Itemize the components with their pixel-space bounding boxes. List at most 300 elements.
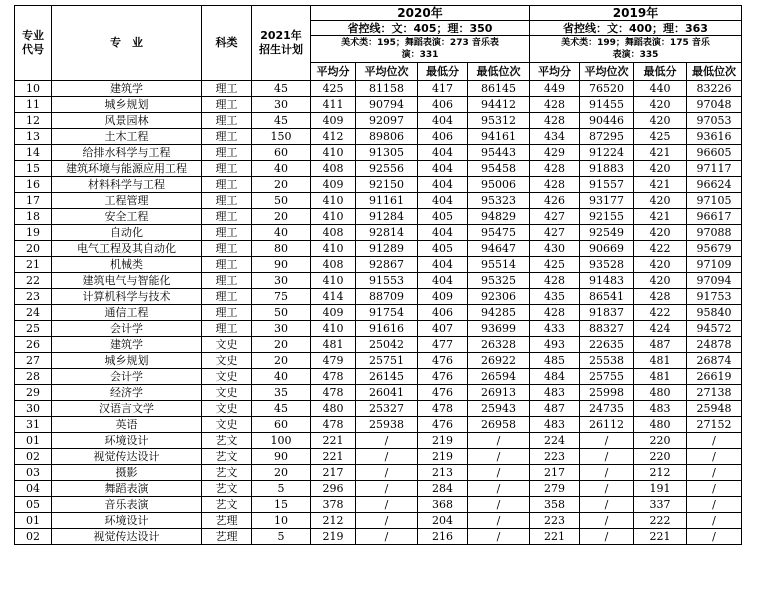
header-year-2019: 2019年 [530, 6, 742, 21]
cell-avg-rank-2019: 91837 [580, 305, 634, 321]
cell-min-2020: 213 [418, 465, 468, 481]
cell-min-rank-2019: 97053 [687, 113, 742, 129]
cell-min-2020: 216 [418, 529, 468, 545]
header-min-rank-2019: 最低位次 [687, 63, 742, 81]
cell-avg-2020: 425 [311, 81, 356, 97]
cell-min-rank-2019: 97048 [687, 97, 742, 113]
cell-category: 理工 [202, 209, 252, 225]
cell-plan: 5 [252, 529, 311, 545]
cell-avg-rank-2019: 90446 [580, 113, 634, 129]
table-row [15, 225, 742, 241]
cell-min-2019: 422 [634, 241, 687, 257]
cell-min-rank-2019: / [687, 481, 742, 497]
cell-min-2020: 404 [418, 113, 468, 129]
cell-major: 建筑环境与能源应用工程 [52, 161, 202, 177]
cell-avg-rank-2020: 92814 [356, 225, 418, 241]
cell-avg-2020: 221 [311, 449, 356, 465]
cell-avg-2019: 358 [530, 497, 580, 513]
cell-category: 理工 [202, 97, 252, 113]
cell-plan: 20 [252, 353, 311, 369]
cell-min-2019: 220 [634, 449, 687, 465]
header-min-2020: 最低分 [418, 63, 468, 81]
cell-avg-2020: 411 [311, 97, 356, 113]
cell-major: 视觉传达设计 [52, 449, 202, 465]
cell-major: 英语 [52, 417, 202, 433]
cell-avg-rank-2020: 25042 [356, 337, 418, 353]
cell-min-2020: 417 [418, 81, 468, 97]
cell-code: 29 [15, 385, 52, 401]
cell-min-rank-2020: 95443 [468, 145, 530, 161]
cell-code: 26 [15, 337, 52, 353]
header-category: 科类 [202, 6, 252, 81]
special-line-2019: 美术类：199；舞蹈表演：175 音乐表演：335 [530, 36, 742, 63]
cell-code: 16 [15, 177, 52, 193]
cell-avg-rank-2020: 25327 [356, 401, 418, 417]
cell-plan: 5 [252, 481, 311, 497]
table-row [15, 129, 742, 145]
cell-category: 理工 [202, 321, 252, 337]
cell-min-rank-2020: 26913 [468, 385, 530, 401]
cell-min-rank-2020: / [468, 513, 530, 529]
header-avg-2020: 平均分 [311, 63, 356, 81]
cell-major: 建筑学 [52, 81, 202, 97]
cell-category: 文史 [202, 417, 252, 433]
cell-min-rank-2019: 96605 [687, 145, 742, 161]
cell-min-2019: 487 [634, 337, 687, 353]
cell-min-2020: 406 [418, 129, 468, 145]
cell-min-rank-2020: 26328 [468, 337, 530, 353]
cell-plan: 45 [252, 401, 311, 417]
table-row [15, 497, 742, 513]
cell-avg-2019: 430 [530, 241, 580, 257]
cell-avg-rank-2019: 91455 [580, 97, 634, 113]
special-line-2020: 美术类：195；舞蹈表演：273 音乐表演：331 [311, 36, 530, 63]
cell-plan: 75 [252, 289, 311, 305]
cell-code: 15 [15, 161, 52, 177]
cell-min-rank-2020: 26958 [468, 417, 530, 433]
table-row [15, 305, 742, 321]
cell-avg-rank-2020: 26145 [356, 369, 418, 385]
cell-min-2020: 404 [418, 225, 468, 241]
cell-min-rank-2020: 86145 [468, 81, 530, 97]
table-row [15, 337, 742, 353]
cell-min-2019: 420 [634, 113, 687, 129]
cell-min-2019: 421 [634, 145, 687, 161]
table-row [15, 513, 742, 529]
cell-plan: 80 [252, 241, 311, 257]
cell-avg-rank-2020: 91284 [356, 209, 418, 225]
table-row [15, 241, 742, 257]
cell-min-2019: 421 [634, 209, 687, 225]
cell-avg-rank-2020: 25751 [356, 353, 418, 369]
cell-code: 23 [15, 289, 52, 305]
cell-plan: 10 [252, 513, 311, 529]
table-row [15, 145, 742, 161]
cell-min-2019: 337 [634, 497, 687, 513]
cell-min-rank-2019: 97117 [687, 161, 742, 177]
cell-major: 风景园林 [52, 113, 202, 129]
header-min-rank-2020: 最低位次 [468, 63, 530, 81]
header-major: 专 业 [52, 6, 202, 81]
cell-category: 艺文 [202, 481, 252, 497]
cell-min-rank-2020: 95006 [468, 177, 530, 193]
cell-avg-2019: 449 [530, 81, 580, 97]
cell-avg-2019: 484 [530, 369, 580, 385]
cell-avg-2019: 483 [530, 385, 580, 401]
cell-min-2019: 420 [634, 161, 687, 177]
table-row [15, 97, 742, 113]
cell-avg-rank-2019: 86541 [580, 289, 634, 305]
cell-min-rank-2019: 97094 [687, 273, 742, 289]
cell-avg-2020: 478 [311, 369, 356, 385]
cell-category: 理工 [202, 113, 252, 129]
cell-major: 经济学 [52, 385, 202, 401]
cell-min-rank-2019: / [687, 449, 742, 465]
cell-major: 土木工程 [52, 129, 202, 145]
cell-avg-rank-2020: 89806 [356, 129, 418, 145]
cell-avg-2019: 428 [530, 113, 580, 129]
cell-avg-2019: 223 [530, 513, 580, 529]
cell-category: 艺文 [202, 465, 252, 481]
cell-avg-rank-2019: 87295 [580, 129, 634, 145]
cell-code: 02 [15, 529, 52, 545]
cell-major: 环境设计 [52, 433, 202, 449]
cell-category: 理工 [202, 129, 252, 145]
cell-category: 艺文 [202, 449, 252, 465]
cell-avg-rank-2020: 91289 [356, 241, 418, 257]
cell-avg-rank-2020: / [356, 481, 418, 497]
cell-min-rank-2020: 95325 [468, 273, 530, 289]
cell-plan: 30 [252, 273, 311, 289]
control-line-2019: 省控线：文：400；理：363 [530, 21, 742, 36]
cell-avg-rank-2019: 22635 [580, 337, 634, 353]
cell-avg-2020: 217 [311, 465, 356, 481]
cell-plan: 40 [252, 161, 311, 177]
cell-min-2020: 405 [418, 209, 468, 225]
cell-avg-2019: 428 [530, 305, 580, 321]
cell-category: 理工 [202, 145, 252, 161]
cell-code: 19 [15, 225, 52, 241]
cell-min-rank-2020: 93699 [468, 321, 530, 337]
cell-min-rank-2020: 94285 [468, 305, 530, 321]
cell-category: 文史 [202, 337, 252, 353]
cell-plan: 60 [252, 145, 311, 161]
cell-min-2019: 212 [634, 465, 687, 481]
cell-min-2020: 204 [418, 513, 468, 529]
cell-avg-rank-2019: 93528 [580, 257, 634, 273]
cell-code: 20 [15, 241, 52, 257]
cell-code: 11 [15, 97, 52, 113]
cell-min-2019: 420 [634, 273, 687, 289]
cell-avg-rank-2020: 91553 [356, 273, 418, 289]
cell-avg-rank-2019: 90669 [580, 241, 634, 257]
cell-major: 会计学 [52, 369, 202, 385]
cell-min-2019: 191 [634, 481, 687, 497]
cell-min-rank-2019: 26619 [687, 369, 742, 385]
table-row [15, 529, 742, 545]
table-row [15, 449, 742, 465]
cell-major: 视觉传达设计 [52, 529, 202, 545]
cell-avg-2020: 410 [311, 145, 356, 161]
cell-avg-rank-2020: / [356, 497, 418, 513]
cell-min-2020: 406 [418, 305, 468, 321]
cell-avg-2020: 221 [311, 433, 356, 449]
header-code: 专业代号 [15, 6, 52, 81]
table-row [15, 257, 742, 273]
cell-min-2019: 483 [634, 401, 687, 417]
header-avg-rank-2019: 平均位次 [580, 63, 634, 81]
cell-avg-2019: 434 [530, 129, 580, 145]
cell-code: 24 [15, 305, 52, 321]
cell-avg-rank-2019: 91883 [580, 161, 634, 177]
cell-avg-rank-2019: / [580, 449, 634, 465]
cell-category: 理工 [202, 81, 252, 97]
cell-avg-rank-2019: 25538 [580, 353, 634, 369]
cell-avg-rank-2020: 92097 [356, 113, 418, 129]
cell-category: 理工 [202, 289, 252, 305]
cell-min-rank-2020: 92306 [468, 289, 530, 305]
cell-min-2020: 404 [418, 273, 468, 289]
cell-plan: 40 [252, 225, 311, 241]
cell-min-rank-2019: 26874 [687, 353, 742, 369]
table-row [15, 193, 742, 209]
cell-major: 机械类 [52, 257, 202, 273]
cell-category: 艺理 [202, 529, 252, 545]
cell-avg-rank-2019: 93177 [580, 193, 634, 209]
header-avg-rank-2020: 平均位次 [356, 63, 418, 81]
cell-avg-rank-2019: 25755 [580, 369, 634, 385]
cell-avg-rank-2019: / [580, 529, 634, 545]
cell-avg-2020: 378 [311, 497, 356, 513]
table-row [15, 289, 742, 305]
cell-min-rank-2019: / [687, 513, 742, 529]
cell-min-rank-2019: 94572 [687, 321, 742, 337]
cell-min-rank-2019: 95840 [687, 305, 742, 321]
cell-code: 02 [15, 449, 52, 465]
cell-min-2020: 404 [418, 177, 468, 193]
cell-min-rank-2020: / [468, 465, 530, 481]
cell-min-2019: 424 [634, 321, 687, 337]
table-row [15, 209, 742, 225]
cell-min-2019: 422 [634, 305, 687, 321]
cell-min-rank-2020: 95475 [468, 225, 530, 241]
cell-avg-2020: 408 [311, 161, 356, 177]
cell-code: 27 [15, 353, 52, 369]
cell-avg-rank-2019: 76520 [580, 81, 634, 97]
cell-min-2019: 220 [634, 433, 687, 449]
cell-avg-2019: 485 [530, 353, 580, 369]
cell-min-2020: 219 [418, 433, 468, 449]
cell-min-rank-2020: / [468, 529, 530, 545]
cell-min-2020: 368 [418, 497, 468, 513]
cell-avg-2020: 478 [311, 385, 356, 401]
cell-min-rank-2019: 27152 [687, 417, 742, 433]
cell-avg-rank-2020: 25938 [356, 417, 418, 433]
cell-min-2020: 406 [418, 97, 468, 113]
cell-avg-2020: 480 [311, 401, 356, 417]
cell-code: 05 [15, 497, 52, 513]
cell-major: 工程管理 [52, 193, 202, 209]
cell-avg-rank-2020: / [356, 529, 418, 545]
cell-min-2020: 404 [418, 257, 468, 273]
cell-category: 艺文 [202, 433, 252, 449]
cell-avg-2019: 426 [530, 193, 580, 209]
header-year-2020: 2020年 [311, 6, 530, 21]
cell-avg-2020: 410 [311, 241, 356, 257]
cell-avg-rank-2019: 88327 [580, 321, 634, 337]
cell-min-rank-2019: 96624 [687, 177, 742, 193]
cell-min-2019: 481 [634, 369, 687, 385]
cell-plan: 30 [252, 321, 311, 337]
cell-min-2020: 476 [418, 353, 468, 369]
cell-avg-rank-2019: 24735 [580, 401, 634, 417]
cell-major: 电气工程及其自动化 [52, 241, 202, 257]
cell-major: 材料科学与工程 [52, 177, 202, 193]
table-row [15, 401, 742, 417]
cell-min-2020: 404 [418, 161, 468, 177]
cell-major: 通信工程 [52, 305, 202, 321]
table-row [15, 417, 742, 433]
cell-avg-2020: 409 [311, 305, 356, 321]
cell-min-2019: 221 [634, 529, 687, 545]
cell-code: 22 [15, 273, 52, 289]
cell-min-rank-2020: / [468, 481, 530, 497]
cell-avg-2020: 408 [311, 257, 356, 273]
cell-min-rank-2019: 25948 [687, 401, 742, 417]
cell-category: 艺理 [202, 513, 252, 529]
cell-plan: 50 [252, 193, 311, 209]
cell-min-2020: 284 [418, 481, 468, 497]
cell-plan: 40 [252, 369, 311, 385]
cell-min-2019: 440 [634, 81, 687, 97]
cell-min-2020: 404 [418, 145, 468, 161]
cell-avg-2020: 296 [311, 481, 356, 497]
cell-category: 理工 [202, 225, 252, 241]
cell-plan: 20 [252, 209, 311, 225]
cell-major: 安全工程 [52, 209, 202, 225]
table-body [15, 81, 742, 545]
cell-min-rank-2019: 93616 [687, 129, 742, 145]
cell-avg-2019: 435 [530, 289, 580, 305]
table-row [15, 369, 742, 385]
cell-category: 艺文 [202, 497, 252, 513]
cell-plan: 20 [252, 337, 311, 353]
cell-plan: 45 [252, 81, 311, 97]
cell-avg-rank-2019: 91224 [580, 145, 634, 161]
cell-min-rank-2020: / [468, 433, 530, 449]
cell-min-rank-2019: 91753 [687, 289, 742, 305]
cell-avg-rank-2020: 91754 [356, 305, 418, 321]
cell-major: 音乐表演 [52, 497, 202, 513]
cell-code: 30 [15, 401, 52, 417]
cell-min-rank-2019: 97105 [687, 193, 742, 209]
cell-avg-rank-2020: / [356, 465, 418, 481]
cell-avg-2020: 410 [311, 273, 356, 289]
cell-avg-rank-2020: 91161 [356, 193, 418, 209]
cell-min-rank-2019: 27138 [687, 385, 742, 401]
cell-avg-2019: 427 [530, 225, 580, 241]
cell-major: 环境设计 [52, 513, 202, 529]
cell-avg-rank-2019: / [580, 513, 634, 529]
cell-min-2019: 420 [634, 257, 687, 273]
cell-avg-2019: 428 [530, 97, 580, 113]
cell-plan: 90 [252, 257, 311, 273]
cell-min-rank-2020: 95323 [468, 193, 530, 209]
cell-min-rank-2019: / [687, 433, 742, 449]
cell-avg-rank-2020: 92150 [356, 177, 418, 193]
cell-avg-2019: 224 [530, 433, 580, 449]
cell-avg-2019: 425 [530, 257, 580, 273]
cell-avg-2020: 409 [311, 177, 356, 193]
cell-avg-2019: 428 [530, 273, 580, 289]
cell-plan: 60 [252, 417, 311, 433]
cell-min-rank-2020: 26594 [468, 369, 530, 385]
cell-min-2020: 478 [418, 401, 468, 417]
cell-plan: 20 [252, 465, 311, 481]
cell-min-rank-2019: 97109 [687, 257, 742, 273]
cell-plan: 35 [252, 385, 311, 401]
cell-avg-2020: 412 [311, 129, 356, 145]
cell-code: 28 [15, 369, 52, 385]
cell-category: 理工 [202, 273, 252, 289]
cell-min-rank-2020: 94647 [468, 241, 530, 257]
table-row [15, 113, 742, 129]
cell-avg-2020: 410 [311, 321, 356, 337]
cell-avg-2019: 483 [530, 417, 580, 433]
cell-min-rank-2019: 96617 [687, 209, 742, 225]
cell-avg-2020: 410 [311, 193, 356, 209]
cell-code: 21 [15, 257, 52, 273]
cell-min-rank-2019: 83226 [687, 81, 742, 97]
cell-min-rank-2020: / [468, 497, 530, 513]
cell-min-rank-2020: 95514 [468, 257, 530, 273]
cell-min-2020: 476 [418, 369, 468, 385]
cell-avg-rank-2019: / [580, 465, 634, 481]
table-row [15, 481, 742, 497]
header-avg-2019: 平均分 [530, 63, 580, 81]
cell-code: 25 [15, 321, 52, 337]
cell-min-rank-2020: 95458 [468, 161, 530, 177]
cell-avg-rank-2020: 90794 [356, 97, 418, 113]
cell-avg-rank-2020: 88709 [356, 289, 418, 305]
cell-min-2020: 407 [418, 321, 468, 337]
cell-min-2019: 481 [634, 353, 687, 369]
table-row [15, 273, 742, 289]
cell-major: 建筑电气与智能化 [52, 273, 202, 289]
cell-code: 14 [15, 145, 52, 161]
cell-min-rank-2019: / [687, 465, 742, 481]
cell-major: 城乡规划 [52, 97, 202, 113]
cell-major: 建筑学 [52, 337, 202, 353]
cell-plan: 150 [252, 129, 311, 145]
cell-code: 13 [15, 129, 52, 145]
cell-avg-rank-2019: / [580, 497, 634, 513]
cell-major: 摄影 [52, 465, 202, 481]
cell-avg-2019: 428 [530, 177, 580, 193]
table-row [15, 433, 742, 449]
cell-major: 舞蹈表演 [52, 481, 202, 497]
admission-table-wrapper [14, 5, 742, 545]
cell-code: 31 [15, 417, 52, 433]
cell-min-rank-2019: 97088 [687, 225, 742, 241]
table-row [15, 177, 742, 193]
cell-min-2020: 476 [418, 417, 468, 433]
table-row [15, 353, 742, 369]
cell-avg-2020: 409 [311, 113, 356, 129]
cell-min-rank-2020: 94829 [468, 209, 530, 225]
table-header [15, 6, 742, 81]
cell-min-rank-2020: 25943 [468, 401, 530, 417]
